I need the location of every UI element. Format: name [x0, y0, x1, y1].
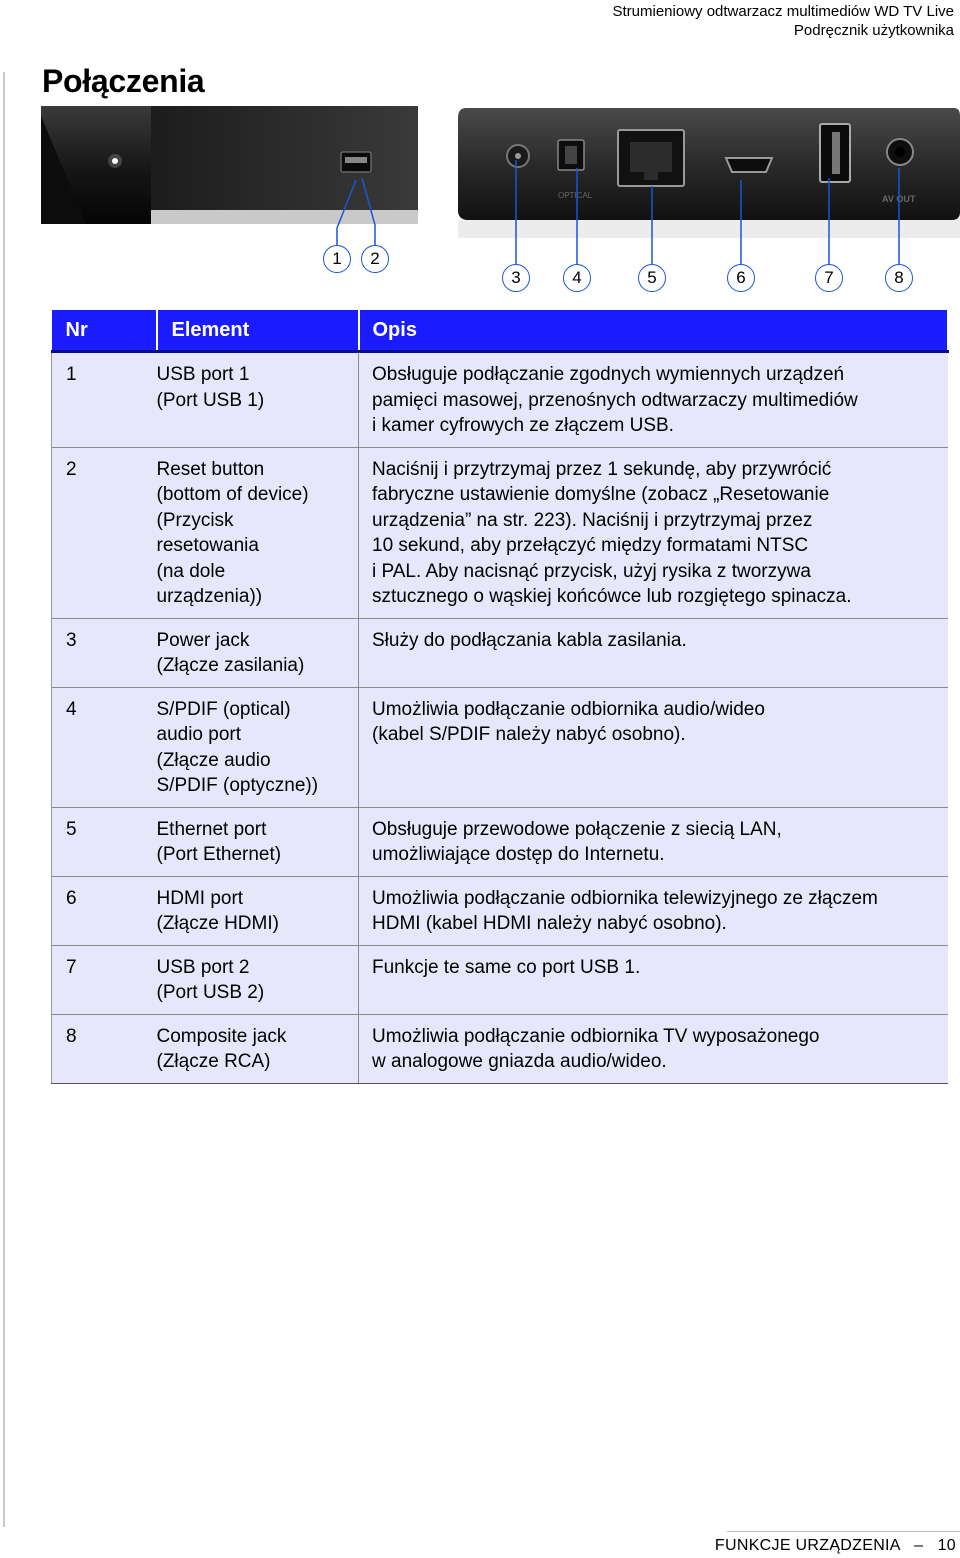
- cell-nr: 4: [52, 687, 157, 807]
- callout-5: 5: [638, 264, 666, 292]
- leader-line-2: [362, 178, 375, 245]
- header-manual: Podręcznik użytkownika: [793, 22, 954, 39]
- callout-7: 7: [815, 264, 843, 292]
- cell-nr: 5: [52, 807, 157, 876]
- cell-opis: Służy do podłączania kabla zasilania.: [359, 618, 948, 687]
- cell-element: Power jack (Złącze zasilania): [157, 618, 359, 687]
- cell-element: Ethernet port (Port Ethernet): [157, 807, 359, 876]
- table-row: [52, 687, 948, 807]
- footer-separator: –: [904, 1537, 933, 1554]
- page-footer: [715, 1537, 956, 1555]
- cell-nr: 6: [52, 876, 157, 945]
- table-row: [52, 876, 948, 945]
- cell-opis: Naciśnij i przytrzymaj przez 1 sekundę, aby przywrócić fabryczne ustawienie domyślne (zobacz „Resetowanie urządzenia” na str. 223). Naciśnij i przytrzymaj przez 10 sekund, aby przełączyć między formatami NTSC i PAL. Aby nacisnąć przycisk, użyj rysika z tworzywa sztucznego o wąskiej końcówce lub rozgiętego spinacza.: [359, 447, 948, 618]
- cell-element: S/PDIF (optical) audio port (Złącze audio S/PDIF (optyczne)): [157, 687, 359, 807]
- callout-3: 3: [502, 264, 530, 292]
- cell-opis: Obsługuje podłączanie zgodnych wymiennych urządzeń pamięci masowej, przenośnych odtwarzaczy multimediów i kamer cyfrowych ze złączem USB.: [359, 352, 948, 448]
- cell-opis: Umożliwia podłączanie odbiornika audio/wideo (kabel S/PDIF należy nabyć osobno).: [359, 687, 948, 807]
- leader-line-1: [337, 180, 356, 245]
- cell-nr: 3: [52, 618, 157, 687]
- cell-nr: 2: [52, 447, 157, 618]
- page-title: Połączenia: [42, 63, 205, 99]
- column-header-opis: Opis: [359, 310, 948, 352]
- cell-element: Composite jack (Złącze RCA): [157, 1014, 359, 1083]
- cell-opis: Umożliwia podłączanie odbiornika TV wyposażonego w analogowe gniazda audio/wideo.: [359, 1014, 948, 1083]
- column-header-nr: Nr: [52, 310, 157, 352]
- cell-element: USB port 2 (Port USB 2): [157, 945, 359, 1014]
- table-header-row: [52, 310, 948, 352]
- footer-page-number: 10: [937, 1537, 956, 1554]
- footer-rule: [727, 1531, 960, 1532]
- cell-opis: Obsługuje przewodowe połączenie z siecią LAN, umożliwiające dostęp do Internetu.: [359, 807, 948, 876]
- cell-nr: 1: [52, 352, 157, 448]
- table-row: [52, 1014, 948, 1083]
- table-row: [52, 945, 948, 1014]
- table-row: [52, 352, 948, 448]
- callout-leader-lines: [0, 0, 960, 310]
- table-row: [52, 447, 948, 618]
- footer-section: FUNKCJE URZĄDZENIA: [714, 1537, 900, 1554]
- callout-2: 2: [361, 245, 389, 273]
- cell-element: HDMI port (Złącze HDMI): [157, 876, 359, 945]
- cell-element: USB port 1 (Port USB 1): [157, 352, 359, 448]
- ports-table: [51, 310, 949, 1084]
- table-row: [52, 807, 948, 876]
- cell-nr: 7: [52, 945, 157, 1014]
- header-product: Strumieniowy odtwarzacz multimediów WD TV Live: [612, 3, 954, 20]
- callout-6: 6: [727, 264, 755, 292]
- table-row: [52, 618, 948, 687]
- av-out-port-label: AV OUT: [882, 194, 916, 204]
- callout-8: 8: [885, 264, 913, 292]
- cell-opis: Umożliwia podłączanie odbiornika telewizyjnego ze złączem HDMI (kabel HDMI należy nabyć osobno).: [359, 876, 948, 945]
- callout-4: 4: [563, 264, 591, 292]
- cell-opis: Funkcje te same co port USB 1.: [359, 945, 948, 1014]
- callout-1: 1: [323, 245, 351, 273]
- cell-nr: 8: [52, 1014, 157, 1083]
- cell-element: Reset button (bottom of device) (Przycisk resetowania (na dole urządzenia)): [157, 447, 359, 618]
- column-header-element: Element: [157, 310, 359, 352]
- optical-port-label: OPTICAL: [558, 191, 593, 200]
